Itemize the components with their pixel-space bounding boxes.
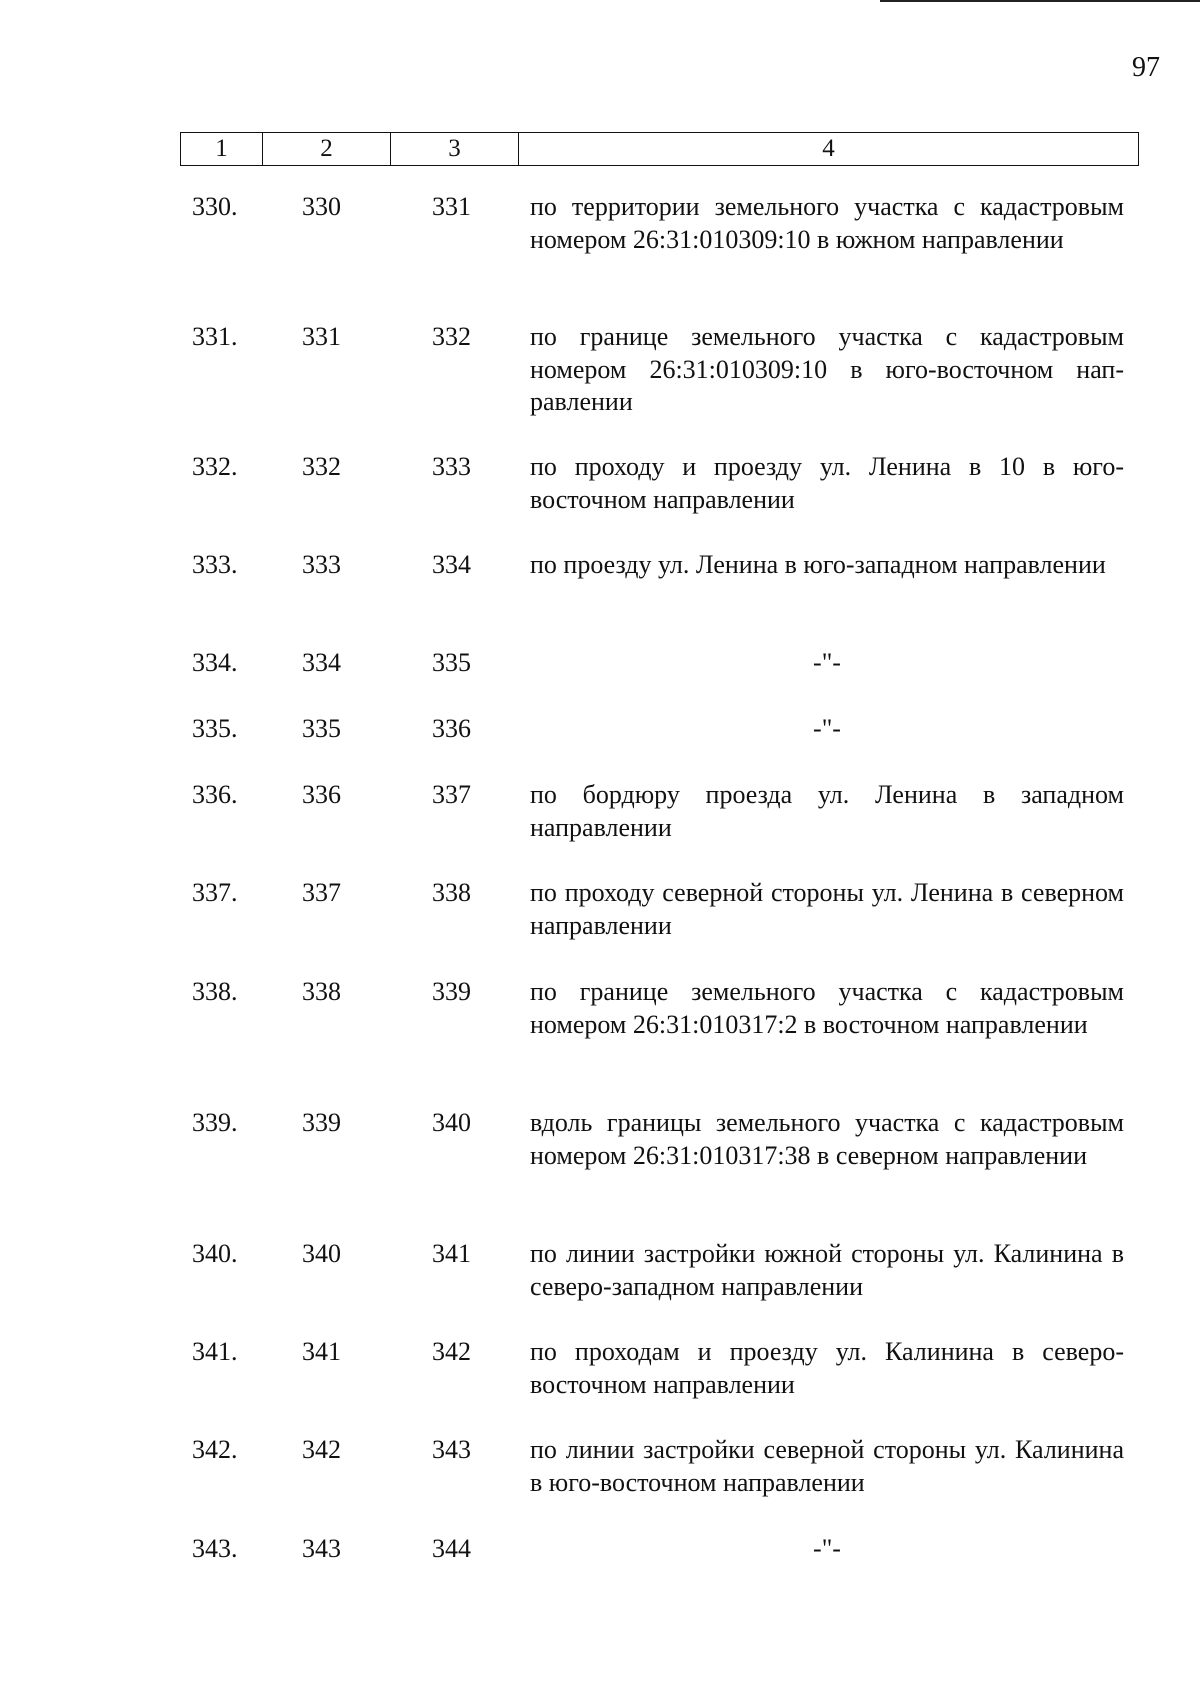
- column-header-4: 4: [519, 133, 1139, 166]
- boundary-description: по территории земельного участка с кадастровым номером 26:31:010309:10 в южном направлении: [530, 192, 1124, 254]
- boundary-description: по границе земельного участка с кадастровым номером 26:31:010309:10 в юго-восточном направлении: [530, 322, 1124, 416]
- row-number: 333.: [192, 550, 238, 579]
- row-number: 339.: [192, 1108, 238, 1137]
- column-header-2: 2: [263, 133, 391, 166]
- point-to: 333: [432, 452, 471, 481]
- boundary-description: по линии застройки южной стороны ул. Калинина в северо-западном направлении: [530, 1239, 1124, 1301]
- point-from: 339: [302, 1108, 341, 1137]
- point-to: 332: [432, 322, 471, 351]
- point-from: 340: [302, 1239, 341, 1268]
- point-from: 330: [302, 192, 341, 221]
- point-to: 343: [432, 1435, 471, 1464]
- point-to: 336: [432, 714, 471, 743]
- point-to: 340: [432, 1108, 471, 1137]
- column-header-1: 1: [181, 133, 263, 166]
- ditto-mark: -"-: [813, 714, 841, 743]
- point-to: 341: [432, 1239, 471, 1268]
- row-number: 338.: [192, 977, 238, 1006]
- point-from: 332: [302, 452, 341, 481]
- point-to: 337: [432, 780, 471, 809]
- point-from: 334: [302, 648, 341, 677]
- boundary-description: вдоль границы земельного участка с кадастровым номером 26:31:010317:38 в северном направлении: [530, 1108, 1124, 1170]
- point-to: 338: [432, 878, 471, 907]
- point-from: 342: [302, 1435, 341, 1464]
- boundary-description: по границе земельного участка с кадастровым номером 26:31:010317:2 в восточном направлении: [530, 977, 1124, 1039]
- column-header-3: 3: [391, 133, 519, 166]
- point-from: 335: [302, 714, 341, 743]
- point-to: 334: [432, 550, 471, 579]
- point-from: 341: [302, 1337, 341, 1366]
- row-number: 337.: [192, 878, 238, 907]
- point-to: 335: [432, 648, 471, 677]
- ditto-mark: -"-: [813, 1534, 841, 1563]
- boundary-description: по проходам и проезду ул. Калинина в северовосточном направлении: [530, 1337, 1124, 1399]
- row-number: 332.: [192, 452, 238, 481]
- boundary-description: по проезду ул. Ленина в юго-западном направлении: [530, 550, 1106, 579]
- point-from: 337: [302, 878, 341, 907]
- point-to: 339: [432, 977, 471, 1006]
- row-number: 341.: [192, 1337, 238, 1366]
- point-from: 333: [302, 550, 341, 579]
- point-to: 344: [432, 1534, 471, 1563]
- boundary-description: по проходу северной стороны ул. Ленина в северном направлении: [530, 878, 1124, 940]
- point-to: 331: [432, 192, 471, 221]
- row-number: 340.: [192, 1239, 238, 1268]
- boundary-description: по проходу и проезду ул. Ленина в 10 в юговосточном направлении: [530, 452, 1124, 514]
- page-number: 97: [1132, 52, 1160, 83]
- row-number: 331.: [192, 322, 238, 351]
- row-number: 334.: [192, 648, 238, 677]
- row-number: 335.: [192, 714, 238, 743]
- row-number: 330.: [192, 192, 238, 221]
- row-number: 343.: [192, 1534, 238, 1563]
- point-from: 338: [302, 977, 341, 1006]
- boundary-description: по линии застройки северной стороны ул. Калинина в юго-восточном направлении: [530, 1435, 1124, 1497]
- row-number: 336.: [192, 780, 238, 809]
- boundary-description: по бордюру проезда ул. Ленина в западном направлении: [530, 780, 1124, 842]
- row-number: 342.: [192, 1435, 238, 1464]
- point-from: 336: [302, 780, 341, 809]
- point-from: 343: [302, 1534, 341, 1563]
- point-to: 342: [432, 1337, 471, 1366]
- ditto-mark: -"-: [813, 648, 841, 677]
- point-from: 331: [302, 322, 341, 351]
